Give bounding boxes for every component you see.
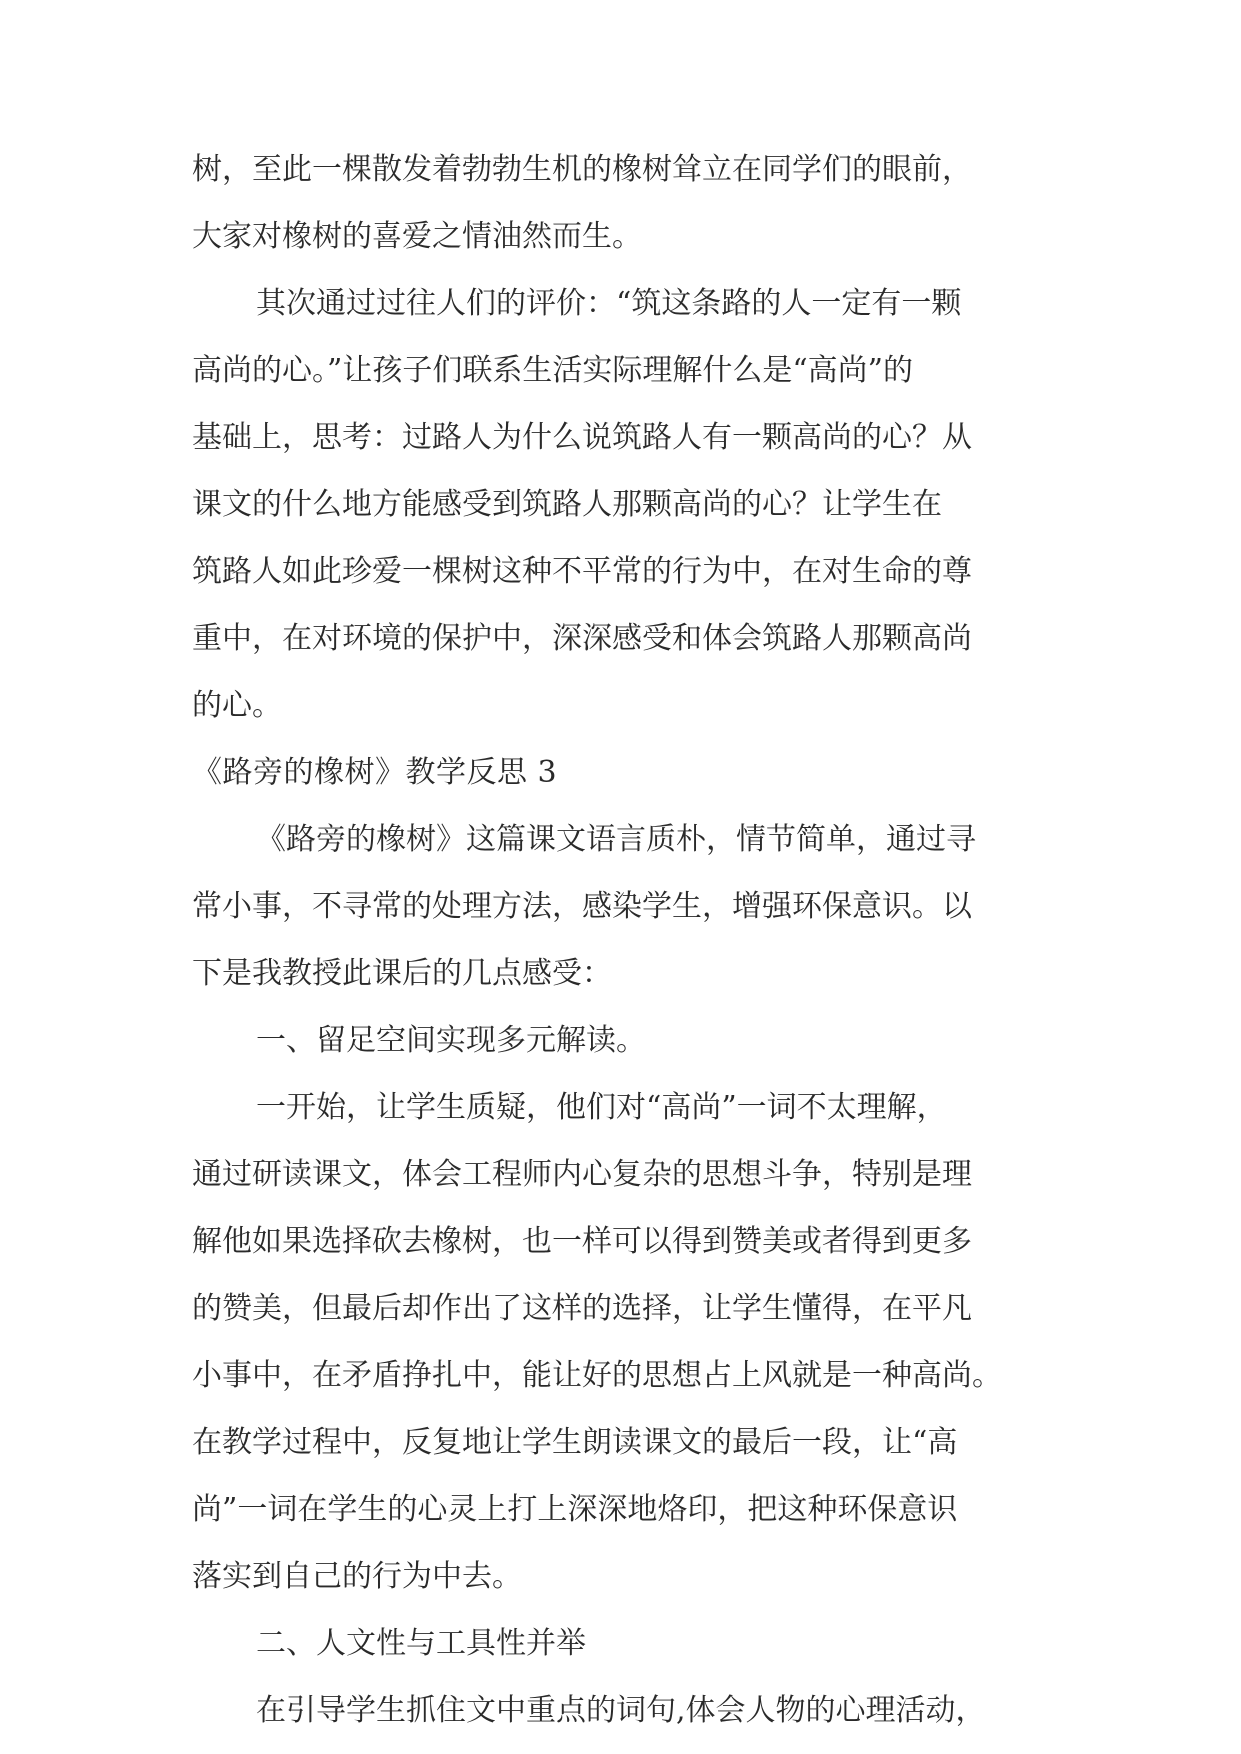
text-line: 大家对橡树的喜爱之情油然而生。 (192, 219, 642, 254)
paragraph-start: 《路旁的橡树》这篇课文语言质朴，情节简单，通过寻 (256, 822, 976, 857)
text-line: 树，至此一棵散发着勃勃生机的橡树耸立在同学们的眼前， (192, 152, 972, 187)
text-line: 高尚的心。”让孩子们联系生活实际理解什么是“高尚”的 (192, 353, 914, 388)
text-line: 在教学过程中，反复地让学生朗读课文的最后一段，让“高 (192, 1425, 958, 1460)
text-line: 课文的什么地方能感受到筑路人那颗高尚的心？让学生在 (192, 487, 942, 522)
text-line: 筑路人如此珍爱一棵树这种不平常的行为中，在对生命的尊 (192, 554, 972, 589)
text-line: 下是我教授此课后的几点感受： (192, 956, 612, 991)
text-line: 解他如果选择砍去橡树，也一样可以得到赞美或者得到更多 (192, 1224, 972, 1259)
text-line: 落实到自己的行为中去。 (192, 1559, 522, 1594)
section-heading: 《路旁的橡树》教学反思 3 (192, 755, 558, 790)
text-line: 通过研读课文，体会工程师内心复杂的思想斗争，特别是理 (192, 1157, 972, 1192)
paragraph-start: 在引导学生抓住文中重点的词句,体会人物的心理活动， (256, 1693, 986, 1728)
subheading: 二、人文性与工具性并举 (256, 1626, 586, 1661)
subheading: 一、留足空间实现多元解读。 (256, 1023, 646, 1058)
text-line: 小事中，在矛盾挣扎中，能让好的思想占上风就是一种高尚。 (192, 1358, 1002, 1393)
text-line: 尚”一词在学生的心灵上打上深深地烙印，把这种环保意识 (192, 1492, 958, 1527)
paragraph-start: 其次通过过往人们的评价：“筑这条路的人一定有一颗 (256, 286, 962, 321)
text-line: 的心。 (192, 688, 282, 723)
text-line: 的赞美，但最后却作出了这样的选择，让学生懂得，在平凡 (192, 1291, 972, 1326)
text-line: 基础上，思考：过路人为什么说筑路人有一颗高尚的心？从 (192, 420, 972, 455)
paragraph-start: 一开始，让学生质疑，他们对“高尚”一词不太理解， (256, 1090, 947, 1125)
text-line: 常小事，不寻常的处理方法，感染学生，增强环保意识。以 (192, 889, 972, 924)
text-line: 重中，在对环境的保护中，深深感受和体会筑路人那颗高尚 (192, 621, 972, 656)
